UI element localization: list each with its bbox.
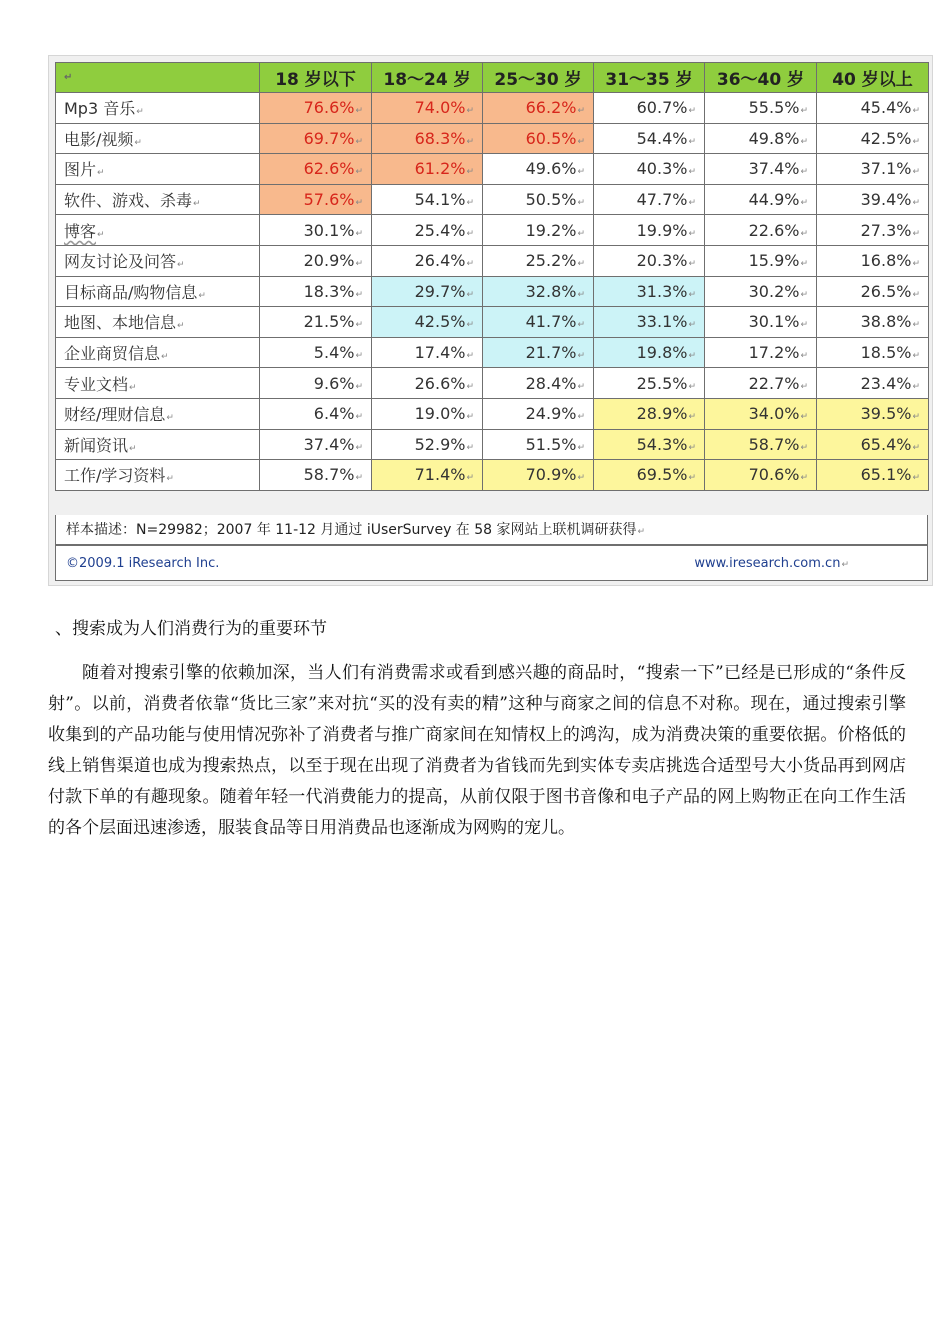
value-cell: 27.3%↵ <box>817 215 929 246</box>
row-label: Mp3 音乐↵ <box>56 93 260 124</box>
value-cell: 37.4%↵ <box>260 429 372 460</box>
sample-description: 样本描述：N=29982；2007 年 11-12 月通过 iUserSurvey 在 58 家网站上联机调研获得↵ <box>55 515 928 545</box>
value-cell: 19.2%↵ <box>483 215 594 246</box>
header-cell: 40 岁以上 <box>817 63 929 93</box>
value-cell: 17.2%↵ <box>705 337 817 368</box>
value-cell: 41.7%↵ <box>483 307 594 338</box>
table-row <box>56 429 929 460</box>
row-label: 软件、游戏、杀毒↵ <box>56 184 260 215</box>
value-cell: 30.2%↵ <box>705 276 817 307</box>
value-cell: 25.5%↵ <box>594 368 705 399</box>
value-cell: 20.9%↵ <box>260 245 372 276</box>
figure-footer <box>55 545 928 581</box>
row-label: 目标商品/购物信息↵ <box>56 276 260 307</box>
value-cell: 54.1%↵ <box>372 184 483 215</box>
table-row <box>56 215 929 246</box>
value-cell: 37.1%↵ <box>817 154 929 185</box>
value-cell: 19.0%↵ <box>372 398 483 429</box>
row-label: 工作/学习资料↵ <box>56 460 260 491</box>
header-cell: 18 岁以下 <box>260 63 372 93</box>
value-cell: 47.7%↵ <box>594 184 705 215</box>
value-cell: 50.5%↵ <box>483 184 594 215</box>
table-row <box>56 184 929 215</box>
table-row <box>56 245 929 276</box>
value-cell: 65.1%↵ <box>817 460 929 491</box>
value-cell: 65.4%↵ <box>817 429 929 460</box>
value-cell: 69.7%↵ <box>260 123 372 154</box>
row-label: 专业文档↵ <box>56 368 260 399</box>
value-cell: 45.4%↵ <box>817 93 929 124</box>
row-label: 财经/理财信息↵ <box>56 398 260 429</box>
value-cell: 70.6%↵ <box>705 460 817 491</box>
value-cell: 51.5%↵ <box>483 429 594 460</box>
value-cell: 44.9%↵ <box>705 184 817 215</box>
table-row <box>56 123 929 154</box>
value-cell: 42.5%↵ <box>372 307 483 338</box>
value-cell: 22.6%↵ <box>705 215 817 246</box>
value-cell: 60.7%↵ <box>594 93 705 124</box>
value-cell: 17.4%↵ <box>372 337 483 368</box>
value-cell: 34.0%↵ <box>705 398 817 429</box>
value-cell: 21.5%↵ <box>260 307 372 338</box>
value-cell: 62.6%↵ <box>260 154 372 185</box>
value-cell: 23.4%↵ <box>817 368 929 399</box>
value-cell: 60.5%↵ <box>483 123 594 154</box>
value-cell: 28.9%↵ <box>594 398 705 429</box>
value-cell: 6.4%↵ <box>260 398 372 429</box>
value-cell: 66.2%↵ <box>483 93 594 124</box>
row-label: 地图、本地信息↵ <box>56 307 260 338</box>
value-cell: 33.1%↵ <box>594 307 705 338</box>
row-label: 网友讨论及问答↵ <box>56 245 260 276</box>
value-cell: 54.4%↵ <box>594 123 705 154</box>
value-cell: 76.6%↵ <box>260 93 372 124</box>
value-cell: 9.6%↵ <box>260 368 372 399</box>
row-label: 企业商贸信息↵ <box>56 337 260 368</box>
value-cell: 30.1%↵ <box>260 215 372 246</box>
value-cell: 29.7%↵ <box>372 276 483 307</box>
table-row <box>56 398 929 429</box>
table-row <box>56 307 929 338</box>
value-cell: 18.3%↵ <box>260 276 372 307</box>
value-cell: 25.2%↵ <box>483 245 594 276</box>
value-cell: 71.4%↵ <box>372 460 483 491</box>
value-cell: 22.7%↵ <box>705 368 817 399</box>
value-cell: 19.9%↵ <box>594 215 705 246</box>
table-row <box>56 154 929 185</box>
value-cell: 20.3%↵ <box>594 245 705 276</box>
value-cell: 49.6%↵ <box>483 154 594 185</box>
value-cell: 70.9%↵ <box>483 460 594 491</box>
section-heading: 、搜索成为人们消费行为的重要环节 <box>55 619 327 639</box>
value-cell: 18.5%↵ <box>817 337 929 368</box>
header-cell: 18～24 岁 <box>372 63 483 93</box>
value-cell: 26.5%↵ <box>817 276 929 307</box>
value-cell: 39.4%↵ <box>817 184 929 215</box>
value-cell: 26.4%↵ <box>372 245 483 276</box>
survey-table-figure <box>48 55 933 586</box>
row-label: 图片↵ <box>56 154 260 185</box>
value-cell: 30.1%↵ <box>705 307 817 338</box>
value-cell: 24.9%↵ <box>483 398 594 429</box>
value-cell: 31.3%↵ <box>594 276 705 307</box>
row-label: 新闻资讯↵ <box>56 429 260 460</box>
value-cell: 15.9%↵ <box>705 245 817 276</box>
table-header-row <box>56 63 929 93</box>
value-cell: 74.0%↵ <box>372 93 483 124</box>
table-row <box>56 368 929 399</box>
table-row <box>56 93 929 124</box>
value-cell: 54.3%↵ <box>594 429 705 460</box>
value-cell: 25.4%↵ <box>372 215 483 246</box>
value-cell: 28.4%↵ <box>483 368 594 399</box>
value-cell: 69.5%↵ <box>594 460 705 491</box>
header-corner-cell: ↵ <box>56 63 260 93</box>
body-paragraph: 随着对搜索引擎的依赖加深，当人们有消费需求或看到感兴趣的商品时，“搜索一下”已经是已形成的“条件反射”。以前，消费者依靠“货比三家”来对抗“买的没有卖的精”这种与商家之间的信息不对称。现在，通过搜索引擎收集到的产品功能与使用情况弥补了消费者与推广商家间在知情权上的鸿沟，成为消费决策的重要依据。价格低的线上销售渠道也成为搜索热点，以至于现在出现了消费者为省钱而先到实体专卖店挑选合适型号大小货品再到网店付款下单的有趣现象。随着年轻一代消费能力的提高，从前仅限于图书音像和电子产品的网上购物正在向工作生活的各个层面迅速渗透，服装食品等日用消费品也逐渐成为网购的宠儿。 <box>48 663 906 838</box>
value-cell: 19.8%↵ <box>594 337 705 368</box>
header-cell: 36～40 岁 <box>705 63 817 93</box>
table-row <box>56 337 929 368</box>
value-cell: 39.5%↵ <box>817 398 929 429</box>
website-text: www.iresearch.com.cn↵ <box>694 556 849 571</box>
value-cell: 40.3%↵ <box>594 154 705 185</box>
row-label: 博客↵ <box>56 215 260 246</box>
header-cell: 31～35 岁 <box>594 63 705 93</box>
value-cell: 32.8%↵ <box>483 276 594 307</box>
value-cell: 55.5%↵ <box>705 93 817 124</box>
value-cell: 58.7%↵ <box>705 429 817 460</box>
value-cell: 49.8%↵ <box>705 123 817 154</box>
value-cell: 5.4%↵ <box>260 337 372 368</box>
table-row <box>56 276 929 307</box>
value-cell: 26.6%↵ <box>372 368 483 399</box>
row-label: 电影/视频↵ <box>56 123 260 154</box>
copyright-text: ©2009.1 iResearch Inc. <box>66 556 220 571</box>
survey-table <box>55 62 929 491</box>
header-cell: 25～30 岁 <box>483 63 594 93</box>
value-cell: 37.4%↵ <box>705 154 817 185</box>
value-cell: 16.8%↵ <box>817 245 929 276</box>
value-cell: 21.7%↵ <box>483 337 594 368</box>
value-cell: 61.2%↵ <box>372 154 483 185</box>
value-cell: 52.9%↵ <box>372 429 483 460</box>
value-cell: 57.6%↵ <box>260 184 372 215</box>
table-row <box>56 460 929 491</box>
value-cell: 42.5%↵ <box>817 123 929 154</box>
value-cell: 68.3%↵ <box>372 123 483 154</box>
value-cell: 38.8%↵ <box>817 307 929 338</box>
value-cell: 58.7%↵ <box>260 460 372 491</box>
